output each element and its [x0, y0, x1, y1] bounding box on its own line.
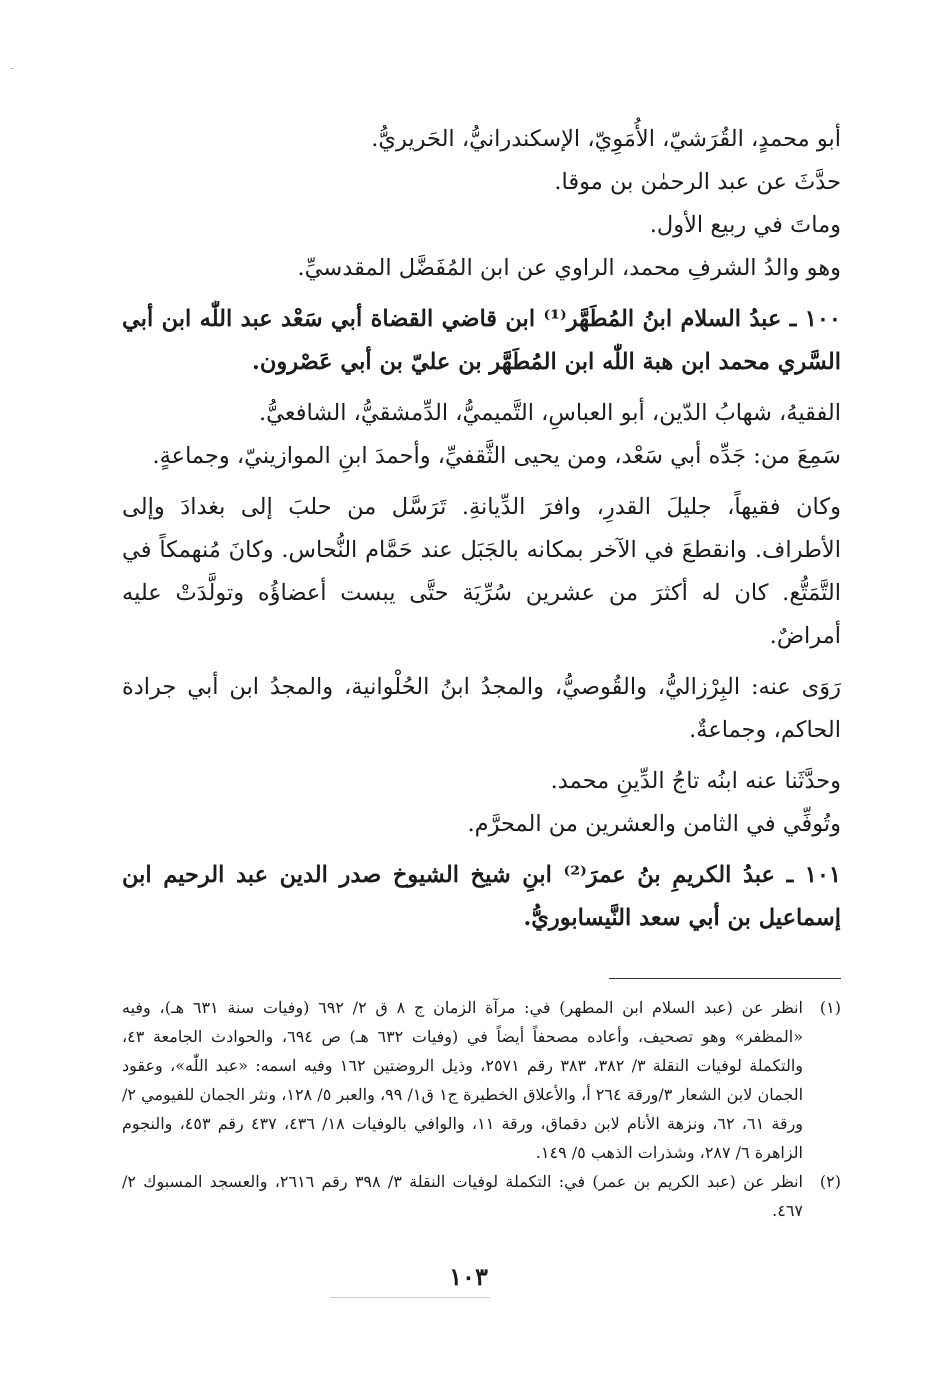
paragraph: وماتَ في ربيع الأول. [649, 212, 841, 238]
paragraph: رَوَى عنه: البِرْزاليُّ، والقُوصيُّ، والمجدُ ابنُ الحُلْوانية، والمجدُ ابن أبي جرادة الحاكم، وجماعةٌ. [122, 674, 841, 743]
paragraph: وهو والدُ الشرفِ محمد، الراوي عن ابن المُفَضَّل المقدسيِّ. [297, 255, 841, 281]
paragraph: سَمِعَ من: جَدِّه أبي سَعْد، ومن يحيى الثَّقفيِّ، وأحمدَ ابنِ الموازينيّ، وجماعةٍ. [152, 443, 841, 469]
footnote-text: انظر عن (عبد الكريم بن عمر) في: التكملة لوفيات النقلة ٣/ ٣٩٨ رقم ٢٦١٦، والعسجد المسبوك ٢/ ٤٦٧. [122, 1172, 803, 1220]
footnote-2 [122, 1167, 841, 1225]
paragraph: وحدَّثَنا عنه ابنُه تاجُ الدِّينِ محمد. [550, 768, 841, 794]
entry-heading-101: ١٠١ ـ عبدُ الكريمِ بنُ عمرَ⁽²⁾ ابنِ شيخ الشيوخ صدر الدين عبد الرحيم ابن إسماعيل بن أبي سعد النَّيسابوريُّ. [122, 862, 842, 931]
entry-heading-100: ١٠٠ ـ عبدُ السلام ابنُ المُطَهَّر⁽¹⁾ ابن قاضي القضاة أبي سَعْد عبد اللّٰه ابن أبي السَّري محمد ابن هبة اللّٰه ابن المُطَهَّر بن عليّ بن أبي عَصْرون. [122, 306, 841, 375]
paragraph: وكان فقيهاً، جليلَ القدرِ، وافرَ الدِّيانةِ. تَرَسَّل من حلبَ إلى بغدادَ وإلى الأطراف. وانقطعَ في الآخر بمكانه بالجَبَل عند حَمَّام النُّحاس. وكانَ مُنهمكاً في التَّمَتُّع. كان له أكثرَ من عشرين سُرِّيَة حتَّى يبست أعضاؤُه وتولَّدَتْ عليه أمراضٌ. [122, 494, 841, 649]
footnote-number: (١) [819, 998, 841, 1017]
paragraph: الفقيهُ، شهابُ الدّين، أبو العباسِ، التَّميميُّ، الدِّمشقيُّ، الشافعيُّ. [258, 400, 841, 426]
paragraph: وتُوفِّي في الثامن والعشرين من المحرَّم. [467, 811, 841, 837]
paragraph: أبو محمدٍ، القُرَشيّ، الأُمَوِيّ، الإسكندرانيُّ، الحَريريُّ. [371, 126, 841, 152]
footnote-separator [609, 978, 841, 979]
footnote-text: انظر عن (عبد السلام ابن المطهر) في: مرآة الزمان ج ٨ ق ٢/ ٦٩٢ (وفيات سنة ٦٣١ هـ)، وفيه «المظفر» وهو تصحيف، وأعاده مصحفاً أيضاً في (وفيات ٦٣٢ هـ) ص ٦٩٤، والحوادث الجامعة ٤٣، والتكملة لوفيات النقلة ٣/ ٣٨٢، ٣٨٣ رقم ٢٥٧١، وذيل الروضتين ١٦٢ وفيه اسمه: «عبد اللّٰه»، وعقود الجمان لابن الشعار ٣/ورقة ٢٦٤ أ، والأعلاق الخطيرة ج١ ق١/ ٩٩، والعبر ٥/ ١٢٨، ونثر الجمان للفيومي ٢/ورقة ٦١، ٦٢، ونزهة الأنام لابن دقماق، ورقة ١١، والوافي بالوفيات ١٨/ ٤٣٦، ٤٣٧ رقم ٤٥٣، والنجوم الزاهرة ٦/ ٢٨٧، وشذرات الذهب ٥/ ١٤٩. [122, 998, 804, 1162]
footnote-number: (٢) [819, 1172, 841, 1191]
page-number: ١٠٣ [449, 1262, 488, 1291]
paragraph: حدَّثَ عن عبد الرحمٰن بن موقا. [554, 169, 841, 195]
footnote-1 [122, 993, 841, 1167]
scan-mark [330, 1297, 490, 1298]
scan-mark [10, 68, 14, 69]
footnotes [122, 993, 841, 1225]
main-text [122, 118, 841, 940]
